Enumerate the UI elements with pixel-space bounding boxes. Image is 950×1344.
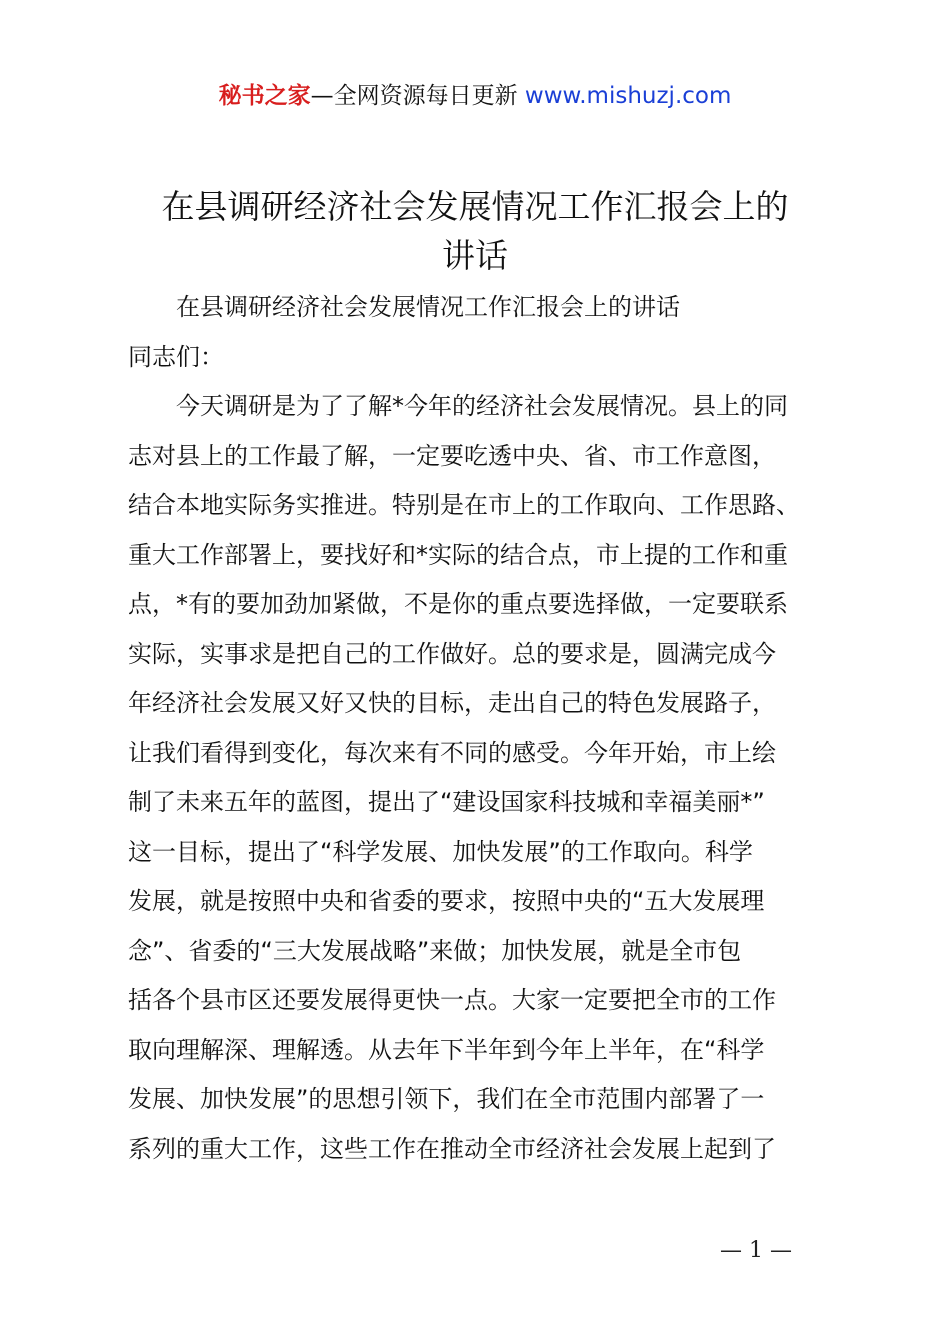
body-line: 点，*有的要加劲加紧做，不是你的重点要选择做，一定要联系 [128,590,788,618]
document-title [100,182,850,280]
document-subtitle: 在县调研经济社会发展情况工作汇报会上的讲话 [176,293,680,321]
body-line: 括各个县市区还要发展得更快一点。大家一定要把全市的工作 [128,986,776,1014]
site-url-link[interactable]: www.mishuzj.com [524,83,732,109]
body-line: 结合本地实际务实推进。特别是在市上的工作取向、工作思路、 [128,491,800,519]
body-line: 志对县上的工作最了解，一定要吃透中央、省、市工作意图， [128,441,776,470]
site-header [0,80,950,112]
body-line: 重大工作部署上，要找好和*实际的结合点，市上提的工作和重 [128,540,788,569]
body-line: 取向理解深、理解透。从去年下半年到今年上半年，在“科学 [128,1035,765,1064]
body-line: 年经济社会发展又好又快的目标，走出自己的特色发展路子， [128,689,776,717]
body-line: 今天调研是为了了解*今年的经济社会发展情况。县上的同 [176,392,788,420]
body-line: 这一目标，提出了“科学发展、加快发展”的工作取向。科学 [128,837,753,866]
document-body [128,283,828,1174]
body-line: 制了未来五年的蓝图，提出了“建设国家科技城和幸福美丽*” [128,788,765,816]
body-line: 发展、加快发展”的思想引领下，我们在全市范围内部署了一 [128,1085,765,1113]
brand-name: 秘书之家 [218,83,311,109]
salutation: 同志们： [128,342,224,371]
document-title-line-1: 在县调研经济社会发展情况工作汇报会上的 [161,187,789,226]
document-title-line-2: 讲话 [442,236,508,275]
body-line: 让我们看得到变化，每次来有不同的感受。今年开始，市上绘 [128,738,776,767]
body-line: 系列的重大工作，这些工作在推动全市经济社会发展上起到了 [128,1134,776,1163]
site-tagline: —全网资源每日更新 [310,83,518,109]
page-number: — 1 — [720,1238,792,1263]
body-line: 实际，实事求是把自己的工作做好。总的要求是，圆满完成今 [128,639,776,668]
body-line: 发展，就是按照中央和省委的要求，按照中央的“五大发展理 [128,887,765,915]
body-line: 念”、省委的“三大发展战略”来做；加快发展，就是全市包 [128,936,742,965]
